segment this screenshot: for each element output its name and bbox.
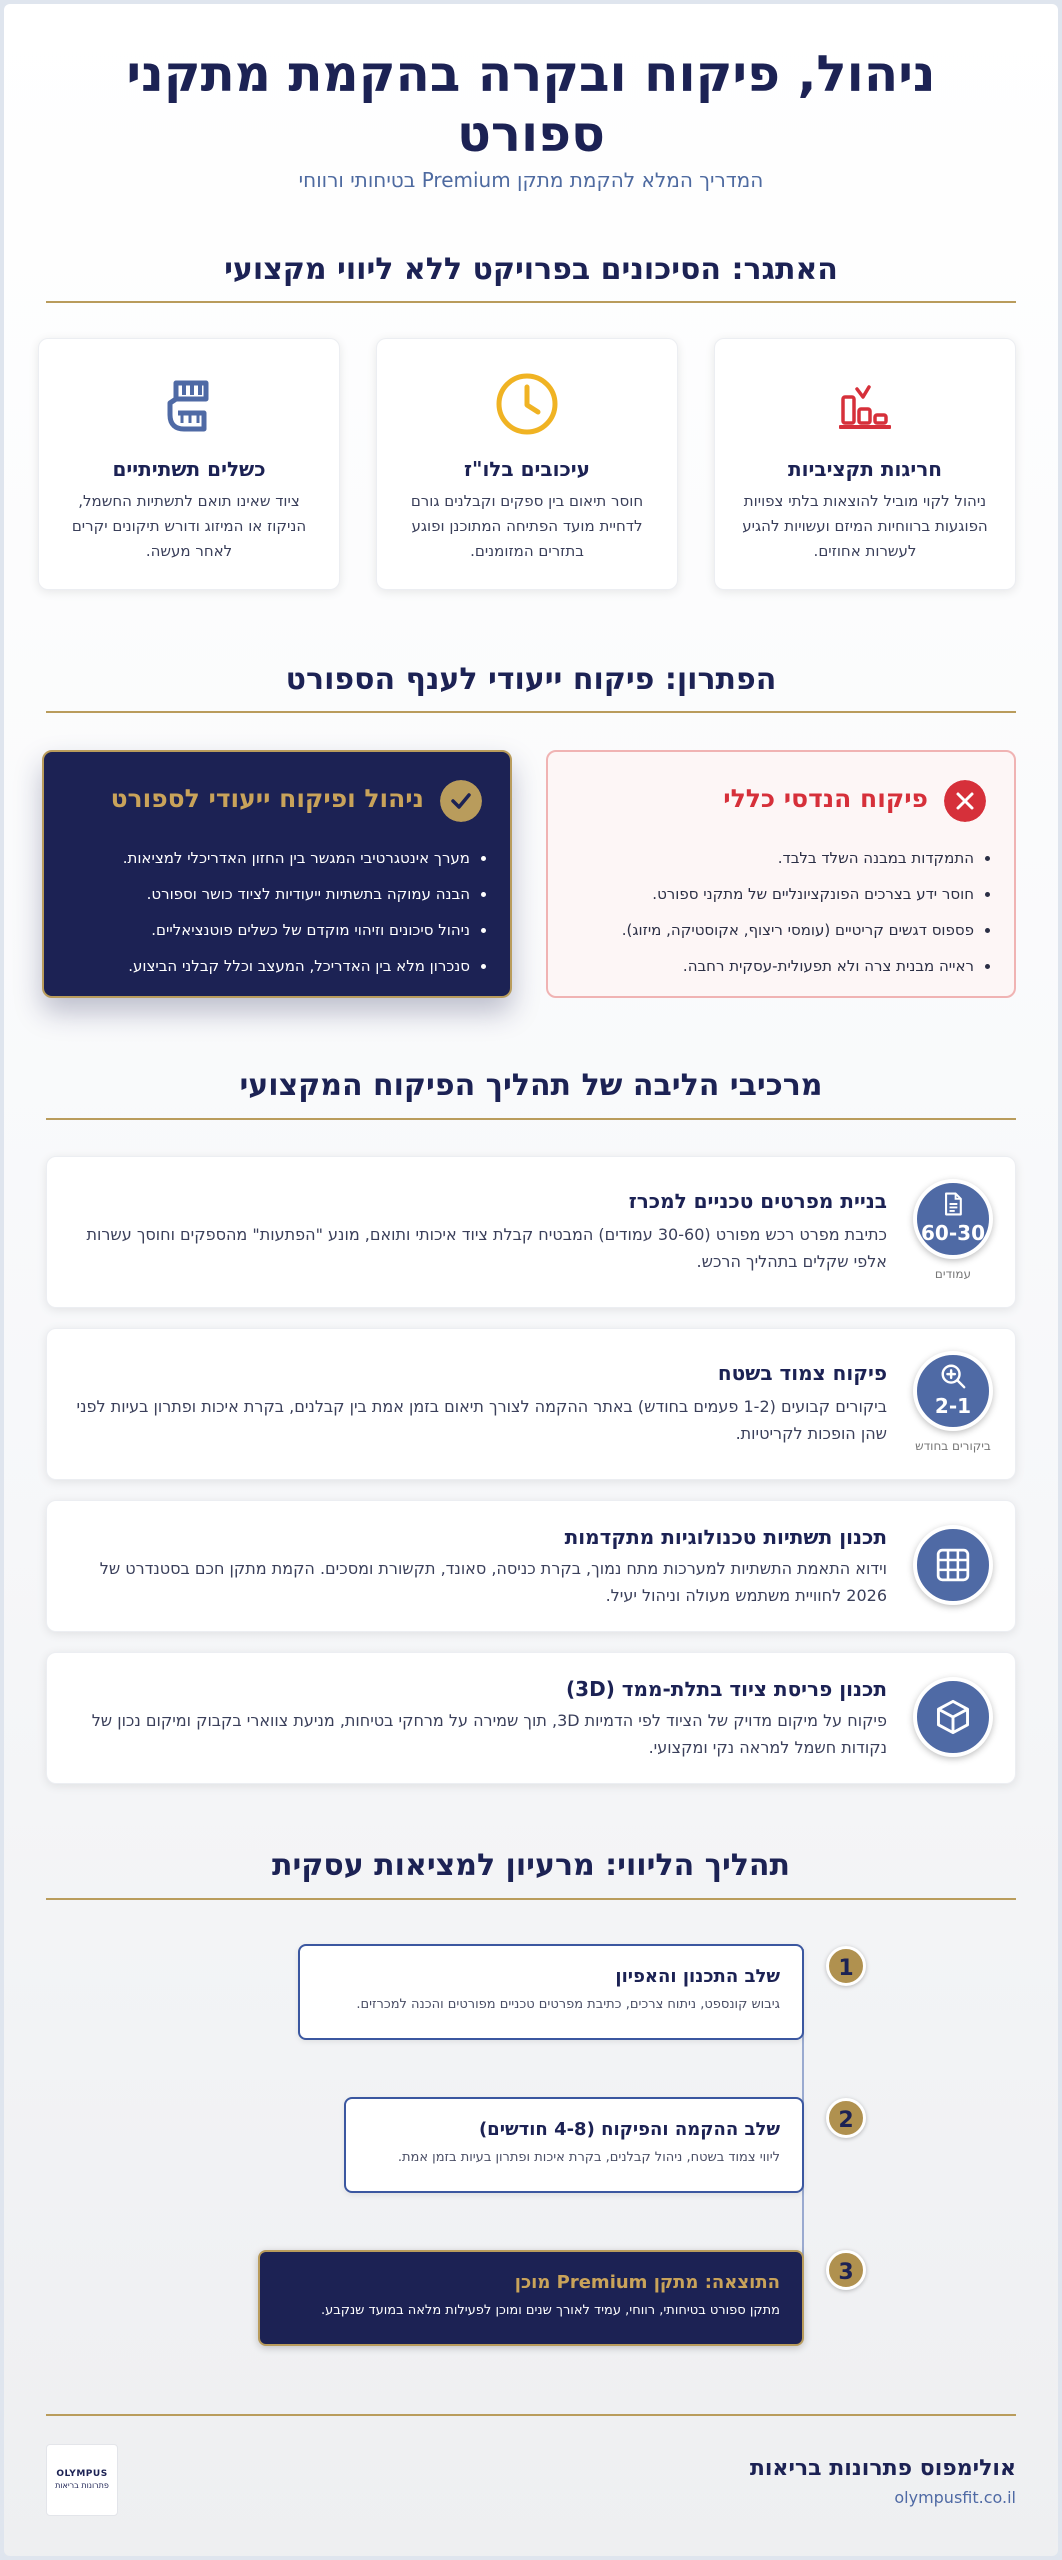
step-text: מתקן ספורט בטיחותי, רווחי, עמיד לאורך שנים ומוכן לפעילות מלאה במועד שנקבע. [320, 2303, 780, 2318]
step-title: התוצאה: מתקן Premium מוכן [514, 2272, 780, 2293]
general-supervision-card [546, 750, 1016, 998]
section-divider [46, 1118, 1016, 1120]
solution-heading: הפתרון: פיקוח ייעודי לענף הספורט [285, 662, 777, 697]
process-step-planning [298, 1944, 804, 2040]
icon-circle [913, 1525, 993, 1605]
core-heading: מרכיבי הליבה של תהליך הפיקוח המקצועי [239, 1068, 823, 1103]
stat-value: 60-30 [921, 1221, 985, 1245]
card-title: כשלים תשתיתיים [112, 457, 266, 481]
step-number: 3 [826, 2250, 866, 2290]
list-item: • מערך אינטגרטיבי המגשר בין החזון האדריכלי למציאות. [74, 840, 470, 876]
dedicated-supervision-list [74, 840, 470, 984]
core-item-3d-layout [46, 1652, 1016, 1784]
check-icon [440, 780, 482, 822]
x-icon [944, 780, 986, 822]
logo-wordmark: OLYMPUS [56, 2469, 108, 2479]
general-supervision-list [578, 840, 974, 984]
stat-circle [913, 1351, 993, 1431]
clock-icon [492, 369, 562, 439]
list-item: • סנכרון מלא בין האדריכל, המעצב וכלל קבלני הביצוע. [74, 948, 470, 984]
core-item-title: תכנון פריסת ציוד בתלת-ממד (3D) [566, 1677, 887, 1701]
footer-company-name: אולימפוס פתרונות בריאות [749, 2456, 1016, 2481]
section-divider [46, 711, 1016, 713]
page-title: ניהול, פיקוח ובקרה בהקמת מתקני ספורט [126, 45, 936, 163]
challenge-card-schedule [376, 338, 678, 590]
dedicated-supervision-card [42, 750, 512, 998]
challenge-card-infrastructure [38, 338, 340, 590]
bar-chart-icon [830, 369, 900, 439]
stat-value: 2-1 [934, 1394, 972, 1418]
card-title: עיכובים בלו"ז [464, 457, 590, 481]
process-step-construction [344, 2097, 804, 2193]
stat-caption: עמודים [934, 1267, 972, 1281]
process-step-result [258, 2250, 804, 2346]
list-item: • פספוס דגשים קריטיים (עומסי ריצוף, אקוסטיקה, מיזוג). [578, 912, 974, 948]
company-logo [46, 2444, 118, 2516]
core-item-field-supervision [46, 1328, 1016, 1480]
step-title: שלב התכנון והאפיון [615, 1966, 780, 1987]
list-item: • התמקדות במבנה השלד בלבד. [578, 840, 974, 876]
core-item-title: בניית מפרטים טכניים למכרז [628, 1189, 887, 1213]
list-item: • ראייה מבנית צרה ולא תפעולית-עסקית רחבה. [578, 948, 974, 984]
fist-icon [154, 369, 224, 439]
core-item-text: וידוא התאמת התשתיות למערכות מתח נמוך, בקרת כניסה, סאונד, תקשורת ומסכים. הקמת מתקן חכם בסטנדרט של 2026 לחוויית משתמש מעולה וניהול יעיל. [99, 1559, 887, 1605]
logo-tagline: פתרונות בריאות [55, 2481, 109, 2490]
page-subtitle: המדריך המלא להקמת מתקן Premium בטיחותי ורווחי [298, 168, 764, 192]
core-item-text: כתיבת מפרט רכש מפורט (30-60 עמודים) המבטיח קבלת ציוד איכותי ותואם, מונע "הפתעות" מהספקים וחוסך עשרות אלפי שקלים בתהליך הרכש. [86, 1225, 887, 1271]
step-text: גיבוש קונספט, ניתוח צרכים, כתיבת מפרטים טכניים מפורטים והכנה למכרזים. [356, 1997, 780, 2012]
step-number: 1 [826, 1946, 866, 1986]
core-item-specifications [46, 1156, 1016, 1308]
document-icon [940, 1191, 966, 1217]
footer-divider [46, 2414, 1016, 2416]
challenge-card-budget [714, 338, 1016, 590]
list-item: • ניהול סיכונים וזיהוי מוקדם של כשלים פוטנציאליים. [74, 912, 470, 948]
section-divider [46, 1898, 1016, 1900]
card-title: חריגות תקציביות [787, 457, 943, 481]
infographic-page [4, 4, 1058, 2556]
general-supervision-title: פיקוח הנדסי כללי [723, 784, 928, 813]
step-text: ליווי צמוד בשטח, ניהול קבלנים, בקרת איכות ופתרון בעיות בזמן אמת. [397, 2150, 780, 2165]
card-text: חוסר תיאום בין ספקים וקבלנים גורם לדחיית מועד הפתיחה המתוכנן ופוגע בתזרים המזומנים. [410, 492, 644, 560]
challenge-heading: האתגר: הסיכונים בפרויקט ללא ליווי מקצועי [224, 252, 838, 287]
step-number: 2 [826, 2098, 866, 2138]
card-text: ניהול לקוי מוביל להוצאות בלתי צפויות הפוגעות ברווחיות המיזם ועשויות להגיע לעשרות אחוזים. [742, 492, 988, 560]
core-item-text: פיקוח על מיקום מדויק של הציוד לפי הדמיות 3D, תוך שמירה על מרחקי בטיחות, מניעת צווארי בקבוק ומיקום נכון של נקודות חשמל למראה נקי ומקצועי. [91, 1711, 887, 1757]
core-item-title: פיקוח צמוד בשטח [717, 1361, 887, 1385]
dedicated-supervision-title: ניהול ופיקוח ייעודי לספורט [110, 784, 424, 813]
cube-icon [934, 1698, 972, 1736]
grid-icon [935, 1547, 971, 1583]
step-title: שלב ההקמה והפיקוח (4-8 חודשים) [478, 2119, 780, 2140]
core-item-title: תכנון תשתיות טכנולוגיות מתקדמות [564, 1525, 887, 1549]
process-heading: תהליך הליווי: מרעיון למציאות עסקית [271, 1848, 791, 1883]
icon-circle [913, 1677, 993, 1757]
list-item: • חוסר ידע בצרכים הפונקציונליים של מתקני ספורט. [578, 876, 974, 912]
section-divider [46, 301, 1016, 303]
magnifier-plus-icon [939, 1362, 967, 1390]
core-item-technology [46, 1500, 1016, 1632]
core-item-text: ביקורים קבועים (1-2 פעמים בחודש) באתר ההקמה לצורך תיאום בזמן אמת בין קבלנים, בקרת איכות ופתרון בעיות לפני שהן הופכות לקריטיות. [76, 1397, 887, 1443]
list-item: • הבנה עמוקה בתשתיות ייעודיות לציוד כושר וספורט. [74, 876, 470, 912]
stat-caption: ביקורים בחודש [915, 1439, 991, 1453]
stat-circle [913, 1179, 993, 1259]
card-text: ציוד שאינו תואם לתשתיות החשמל, הניקוז או המיזוג ודורש תיקונים יקרים לאחר מעשה. [71, 492, 307, 560]
footer-website-link[interactable]: olympusfit.co.il [894, 2488, 1016, 2507]
